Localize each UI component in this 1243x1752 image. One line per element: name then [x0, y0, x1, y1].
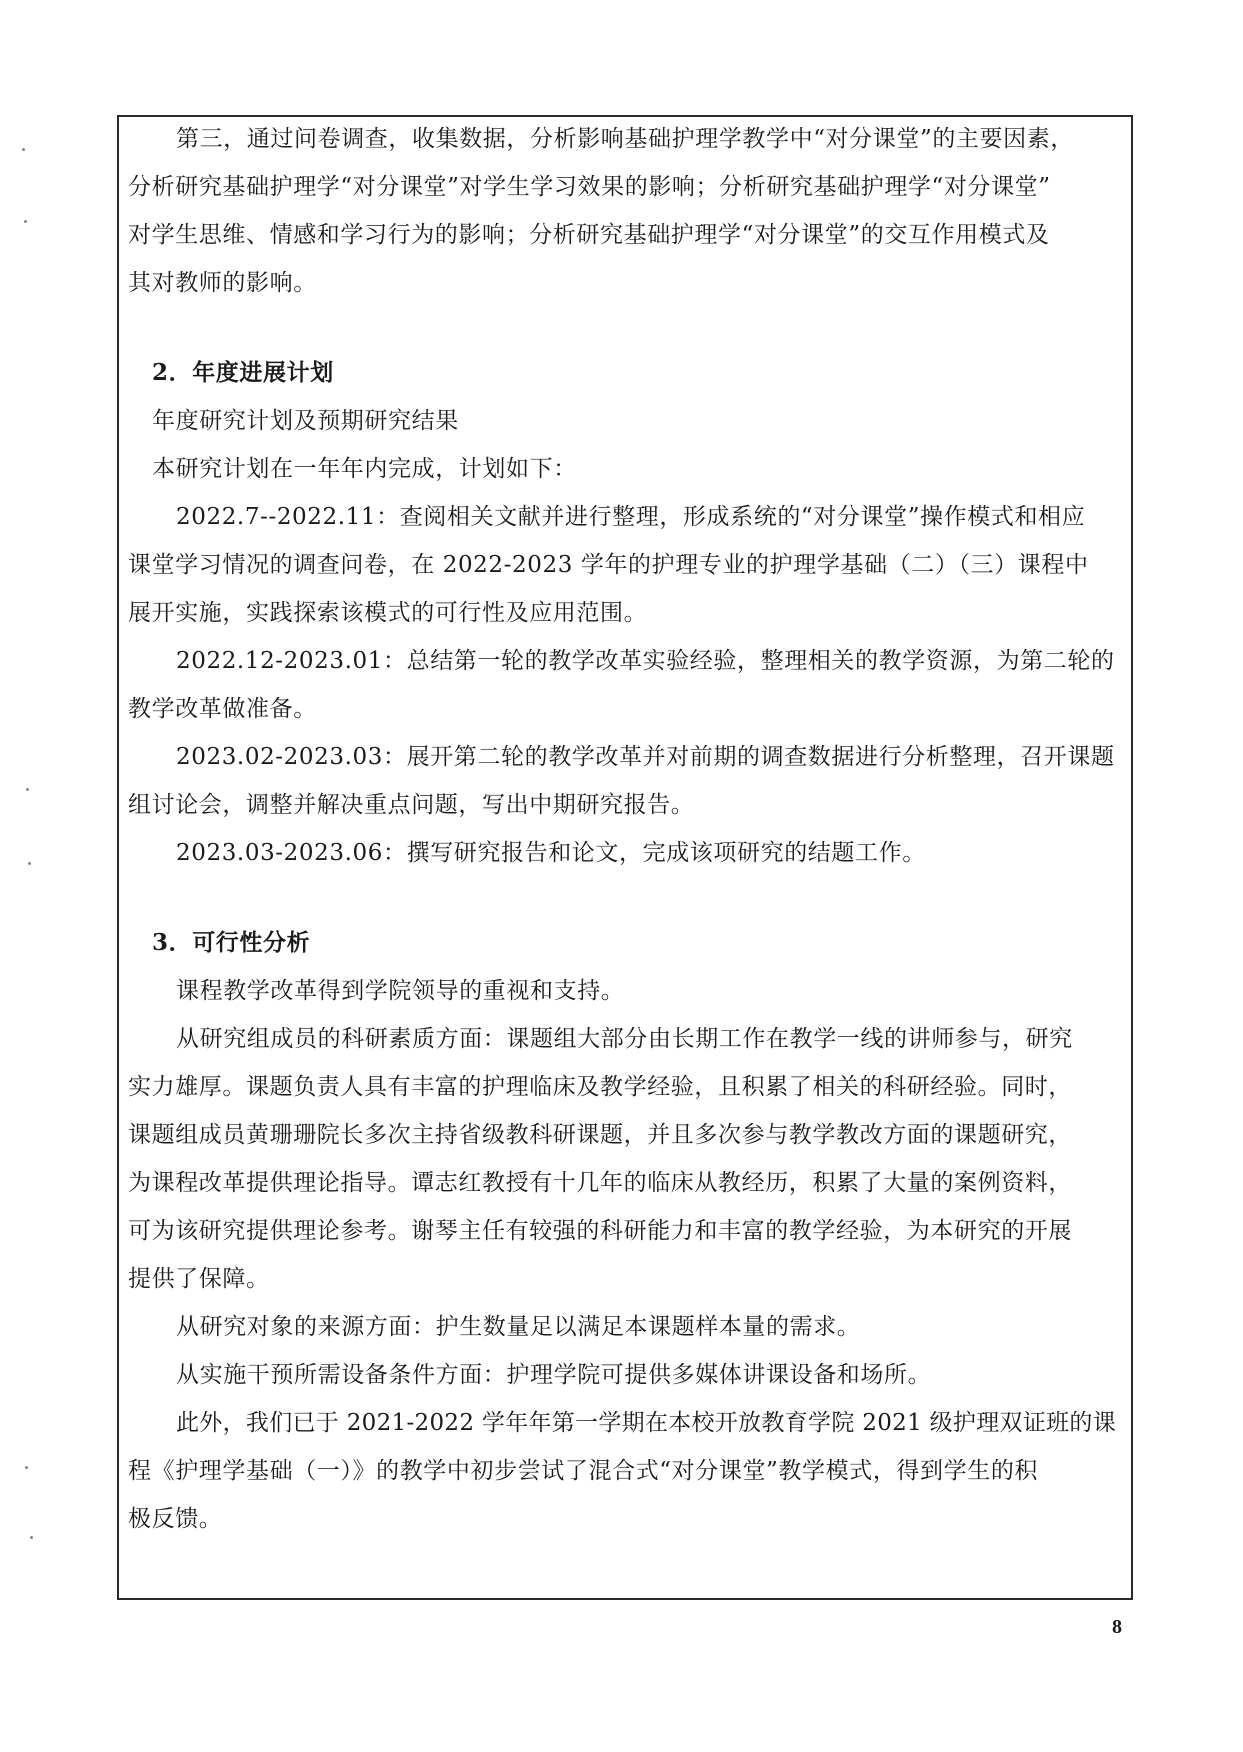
paragraph [128, 1406, 1118, 1550]
plan-item [128, 500, 1118, 644]
paragraph [128, 974, 1118, 1022]
text-line: 课题组成员黄珊珊院长多次主持省级教科研课题，并且多次参与教学教改方面的课题研究， [128, 1122, 1072, 1148]
text-line: 此外，我们已于 2021-2022 学年年第一学期在本校开放教育学院 2021 级护理双证班的课 [176, 1410, 1117, 1436]
text-line: 展开实施，实践探索该模式的可行性及应用范围。 [128, 600, 648, 626]
paragraph-third-point [128, 122, 1118, 314]
text-line: 2023.02-2023.03：展开第二轮的教学改革并对前期的调查数据进行分析整理，召开课题 [176, 744, 1115, 770]
text-line: 提供了保障。 [128, 1266, 270, 1292]
text-line: 程《护理学基础（一）》的教学中初步尝试了混合式“对分课堂”教学模式，得到学生的积 [128, 1458, 1039, 1484]
text-line: 其对教师的影响。 [128, 270, 317, 296]
text-line: 组讨论会，调整并解决重点问题，写出中期研究报告。 [128, 792, 695, 818]
text-line: 第三，通过问卷调查，收集数据，分析影响基础护理学教学中“对分课堂”的主要因素， [176, 126, 1074, 152]
scan-speck [30, 1536, 33, 1539]
spacer [128, 884, 1118, 926]
paragraph [128, 1310, 1118, 1358]
plan-item [128, 836, 1118, 884]
plan-item [128, 644, 1118, 740]
text-line: 对学生思维、情感和学习行为的影响；分析研究基础护理学“对分课堂”的交互作用模式及 [128, 222, 1050, 248]
scan-speck [26, 788, 29, 791]
scan-speck [25, 1466, 28, 1469]
page-number: 8 [1112, 1616, 1122, 1638]
scan-speck [22, 148, 25, 151]
text-line: 从实施干预所需设备条件方面：护理学院可提供多媒体讲课设备和场所。 [176, 1362, 932, 1388]
scan-speck [28, 862, 31, 865]
plan-item [128, 740, 1118, 836]
plan-intro: 本研究计划在一年年内完成，计划如下： [152, 456, 577, 482]
scan-speck [24, 220, 27, 223]
text-line: 从研究组成员的科研素质方面：课题组大部分由长期工作在教学一线的讲师参与，研究 [176, 1026, 1073, 1052]
section-subheading: 年度研究计划及预期研究结果 [152, 408, 459, 434]
text-line: 教学改革做准备。 [128, 696, 317, 722]
section-heading: 3．可行性分析 [152, 929, 311, 956]
section-feasibility [128, 926, 1118, 1550]
paragraph [128, 1022, 1118, 1310]
text-line: 为课程改革提供理论指导。谭志红教授有十几年的临床从教经历，积累了大量的案例资料， [128, 1170, 1072, 1196]
text-line: 2022.7--2022.11：查阅相关文献并进行整理，形成系统的“对分课堂”操作模式和相应 [176, 504, 1086, 530]
section-annual-plan [128, 356, 1118, 884]
text-line: 可为该研究提供理论参考。谢琴主任有较强的科研能力和丰富的教学经验，为本研究的开展 [128, 1218, 1072, 1244]
text-line: 极反馈。 [128, 1506, 223, 1532]
text-line: 课堂学习情况的调查问卷，在 2022-2023 学年的护理专业的护理学基础（二）（三）课程中 [128, 552, 1089, 578]
text-line: 课程教学改革得到学院领导的重视和支持。 [176, 978, 625, 1004]
text-line: 2023.03-2023.06：撰写研究报告和论文，完成该项研究的结题工作。 [176, 840, 926, 866]
text-line: 2022.12-2023.01：总结第一轮的教学改革实验经验，整理相关的教学资源，为第二轮的 [176, 648, 1115, 674]
section-heading: 2．年度进展计划 [152, 359, 334, 386]
document-body [128, 122, 1118, 1550]
text-line: 分析研究基础护理学“对分课堂”对学生学习效果的影响；分析研究基础护理学“对分课堂” [128, 174, 1051, 200]
paragraph [128, 1358, 1118, 1406]
text-line: 实力雄厚。课题负责人具有丰富的护理临床及教学经验，且积累了相关的科研经验。同时， [128, 1074, 1072, 1100]
spacer [128, 314, 1118, 356]
text-line: 从研究对象的来源方面：护生数量足以满足本课题样本量的需求。 [176, 1314, 861, 1340]
